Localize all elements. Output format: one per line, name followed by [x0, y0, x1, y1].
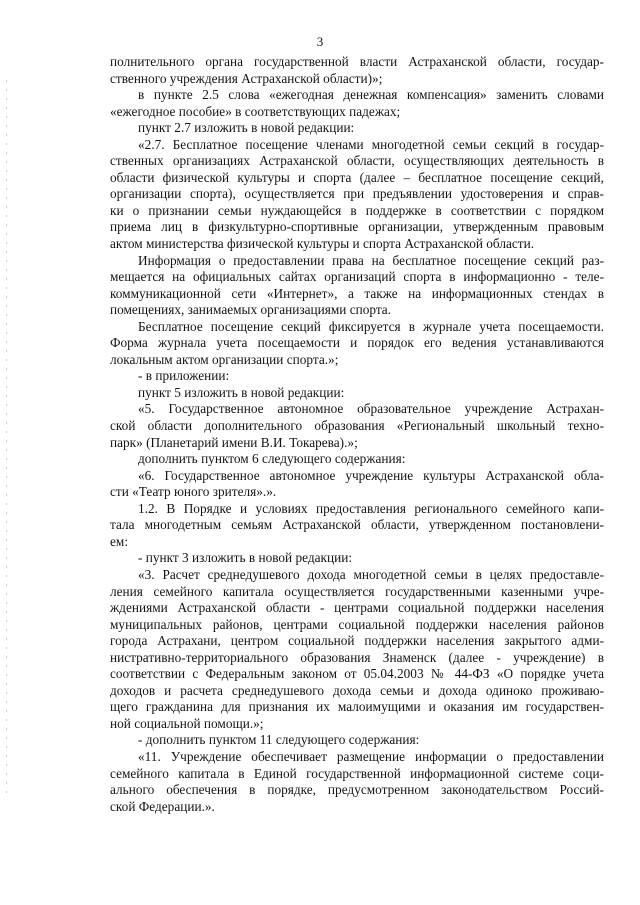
binding-margin-marks [6, 80, 7, 800]
text-line: «6. Государственное автономное учреждение культуры Астраханской обла- [138, 467, 604, 483]
text-line: семейного капитала в Единой государственной информационной системе соци- [110, 765, 604, 781]
document-body [110, 54, 604, 815]
text-line: «11. Учреждение обеспечивает размещение информации о предоставлении [138, 748, 604, 764]
text-line: ской Федерации.». [110, 798, 215, 814]
text-line: ской области дополнительного образования «Региональный школьный техно- [110, 418, 604, 434]
text-line: Информация о предоставлении права на бесплатное посещение секций раз- [138, 252, 604, 268]
text-line: помещениях, занимаемых организациями спорта. [110, 302, 392, 318]
text-line: - в приложении: [138, 368, 230, 384]
text-line: «2.7. Бесплатное посещение членами многодетной семьи секций в государ- [138, 136, 604, 152]
text-line: актом министерства физической культуры и спорта Астраханской области. [110, 236, 535, 252]
text-line: «3. Расчет среднедушевого дохода многодетной семьи в целях предоставле- [138, 566, 604, 582]
text-line: ждениями Астраханской области - центрами социальной поддержки населения [110, 600, 604, 616]
text-line: 1.2. В Порядке и условиях предоставления регионального семейного капи- [138, 500, 604, 516]
text-line: ственных организациях Астраханской области, осуществляющих деятельность в [110, 153, 604, 169]
page-number: 3 [316, 34, 324, 49]
text-line: тала многодетным семьям Астраханской области, утвержденном постановлени- [110, 517, 604, 533]
text-line: Бесплатное посещение секций фиксируется в журнале учета посещаемости. [138, 318, 604, 334]
text-line: муниципальных районов, центрами социальной поддержки населения районов [110, 616, 604, 632]
text-line: пункт 5 изложить в новой редакции: [138, 384, 345, 400]
text-line: приема лиц в физкультурно-спортивные организации, утвержденным правовым [110, 219, 604, 235]
text-line: соответствии с Федеральным законом от 05.04.2003 № 44-ФЗ «О порядке учета [110, 666, 604, 682]
text-line: нистративно-территориального образования Знаменск (далее - учреждение) в [110, 649, 604, 665]
text-line: ки о признании семьи нуждающейся в поддержке в соответствии с порядком [110, 202, 604, 218]
text-line: полнительного органа государственной власти Астраханской области, государ- [110, 54, 604, 69]
text-line: мещается на официальных сайтах организаций спорта в информационно - теле- [110, 269, 604, 285]
text-line: ального обеспечения в порядке, предусмотренном законодательством Россий- [110, 782, 604, 798]
text-line: города Астрахани, центром социальной поддержки населения закрытого адми- [110, 633, 604, 649]
text-line: - дополнить пунктом 11 следующего содержания: [138, 732, 420, 748]
text-line: ем: [110, 533, 129, 549]
text-line: локальным актом организации спорта.»; [110, 351, 339, 367]
text-line: Форма журнала учета посещаемости и порядок его ведения устанавливаются [110, 335, 604, 351]
text-line: ления семейного капитала осуществляется государственными казенными учре- [110, 583, 604, 599]
text-line: доходов и расчета среднедушевого дохода семьи и дохода одиноко проживаю- [110, 682, 604, 698]
text-line: «ежегодное пособие» в соответствующих падежах; [110, 103, 401, 119]
text-line: ной социальной помощи.»; [110, 715, 264, 731]
text-line: области физической культуры и спорта (далее – бесплатное посещение секций, [110, 169, 604, 185]
text-line: пункт 2.7 изложить в новой редакции: [138, 120, 355, 136]
text-line: щего гражданина для признания их малоимущими и оказания им государствен- [110, 699, 604, 715]
text-line: парк» (Планетарий имени В.И. Токарева).»; [110, 434, 358, 450]
text-line: в пункте 2.5 слова «ежегодная денежная компенсация» заменить словами [138, 87, 604, 103]
text-line: сти «Театр юного зрителя».». [110, 484, 277, 500]
text-line: ственного учреждения Астраханской области)»; [110, 70, 383, 86]
text-line: - пункт 3 изложить в новой редакции: [138, 550, 353, 566]
text-line: организации спорта), осуществляется при предъявлении удостоверения и справ- [110, 186, 604, 202]
text-line: дополнить пунктом 6 следующего содержания: [138, 451, 406, 467]
text-line: коммуникационной сети «Интернет», а также на информационных стендах в [110, 285, 604, 301]
text-line: «5. Государственное автономное образовательное учреждение Астрахан- [138, 401, 604, 417]
